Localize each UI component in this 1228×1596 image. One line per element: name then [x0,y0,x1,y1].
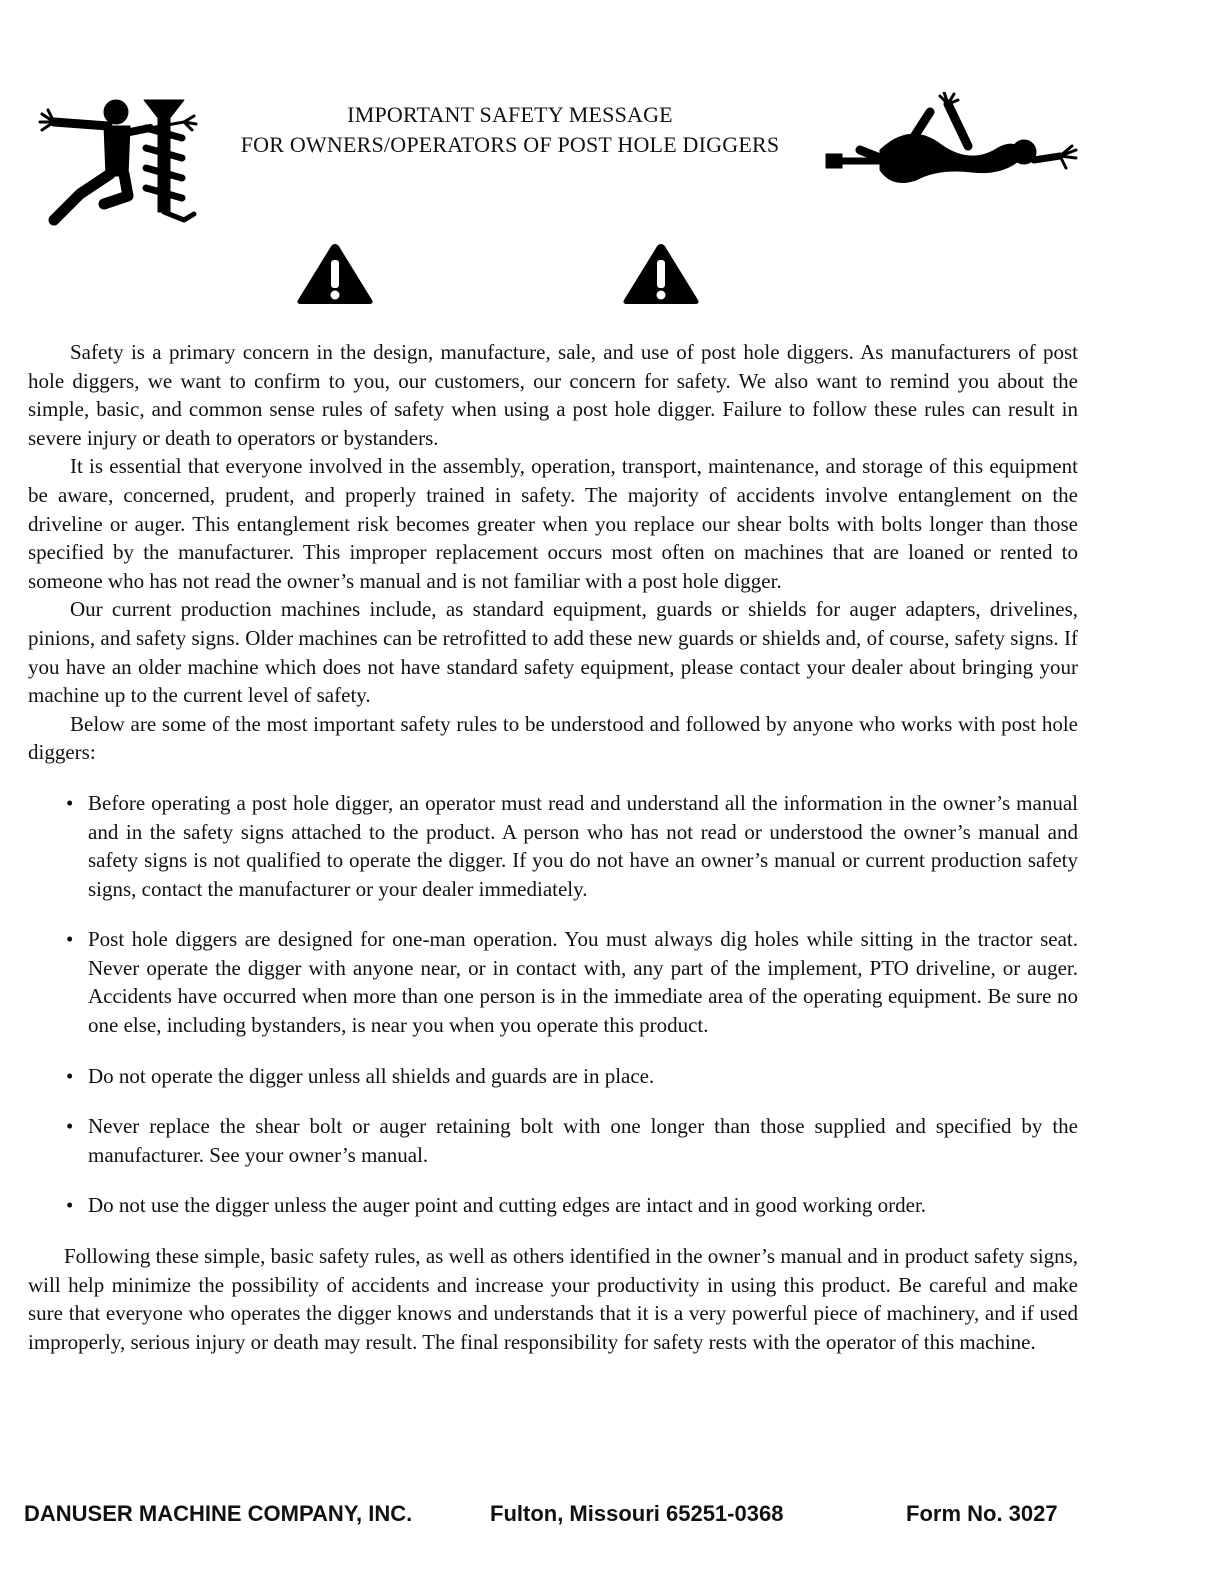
guards-shields-paragraph: Our current production machines include, as standard equipment, guards or shields for auger adapters, drivelines, pinions, and safety signs. Older machines can be retrofitted to add these new guards or shields and, of course, safety signs. If you have an older machine which does not have standard safety equipment, please contact your dealer about bringing your machine up to the current level of safety. [28,597,1078,708]
safety-rule-item: • Post hole diggers are designed for one-man operation. You must always dig holes while sitting in the tractor seat. Never operate the digger with anyone near, or in contact with, any part of the implement, PTO driveline, or auger. Accidents have occurred when more than one person is in the immediate area of the operating equipment. Be sure no one else, including bystanders, is near you when you operate this product. [88,925,1078,1039]
safety-message-body [28,338,1078,1356]
warning-triangle-icon [622,242,700,306]
title-line-2: FOR OWNERS/OPERATORS OF POST HOLE DIGGERS [240,132,780,157]
page-title [200,100,820,160]
warning-triangle-icon [296,242,374,306]
essential-training-paragraph: It is essential that everyone involved in the assembly, operation, transport, maintenance, and storage of this equipment be aware, concerned, prudent, and properly trained in safety. The majority of accidents involve entanglement on the driveline or auger. This entanglement risk becomes greater when you replace our shear bolts with bolts longer than those specified by the manufacturer. This improper replacement occurs most often on machines that are loaned or rented to someone who has not read the owner’s manual and is not familiar with a post hole digger. [28,454,1078,593]
company-name: DANUSER MACHINE COMPANY, INC. [24,1501,413,1526]
safety-rule-item: • Never replace the shear bolt or auger retaining bolt with one longer than those supplied and specified by the manufacturer. See your owner’s manual. [88,1112,1078,1169]
safety-rule-item: • Before operating a post hole digger, an operator must read and understand all the information in the owner’s manual and in the safety signs attached to the product. A person who has not read or understood the owner’s manual and safety signs is not qualified to operate the digger. If you do not have an owner’s manual or current production safety signs, contact the manufacturer or your dealer immediately. [88,789,1078,903]
footer [24,1498,1084,1530]
intro-paragraph: Safety is a primary concern in the design, manufacture, sale, and use of post hole diggers. As manufacturers of post hole diggers, we want to confirm to you, our customers, our concern for safety. We also want to remind you about the simple, basic, and common sense rules of safety when using a post hole digger. Failure to follow these rules can result in severe injury or death to operators or bystanders. [28,340,1078,450]
safety-rules-list [28,789,1078,1220]
safety-rule-item: • Do not operate the digger unless all shields and guards are in place. [88,1062,1078,1091]
driveline-entanglement-pictogram-icon [820,92,1090,202]
title-line-1: IMPORTANT SAFETY MESSAGE [347,102,673,127]
safety-rule-item: • Do not use the digger unless the auger point and cutting edges are intact and in good working order. [88,1191,1078,1220]
closing-paragraph: Following these simple, basic safety rules, as well as others identified in the owner’s manual and in product safety signs, will help minimize the possibility of accidents and increase your productivity in using this product. Be careful and make sure that everyone who operates the digger knows and understands that it is a very powerful piece of machinery, and if used improperly, serious injury or death may result. The final responsibility for safety rests with the operator of this machine. [28,1244,1078,1354]
form-number: Form No. 3027 [906,1501,1058,1526]
rules-intro-paragraph: Below are some of the most important safety rules to be understood and followed by anyone who works with post hole diggers: [28,711,1078,765]
company-location: Fulton, Missouri 65251-0368 [490,1501,784,1526]
auger-entanglement-pictogram-icon [34,92,202,232]
